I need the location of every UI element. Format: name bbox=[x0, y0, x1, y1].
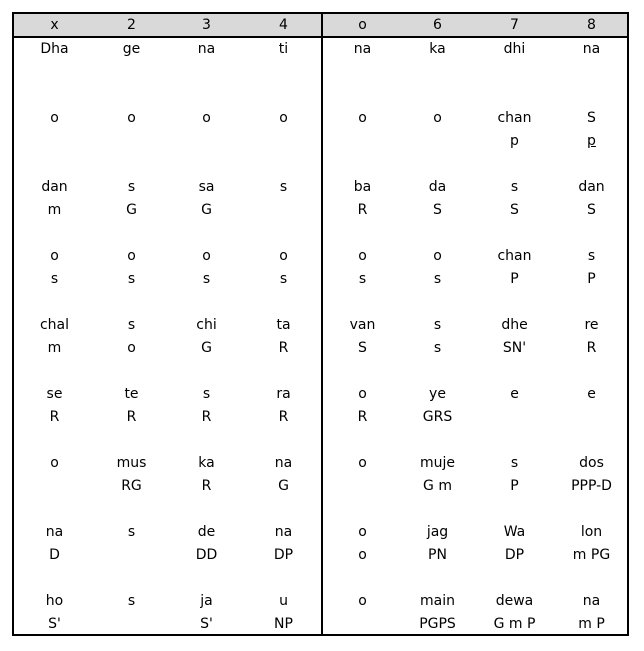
table-cell: NP bbox=[274, 616, 293, 632]
table-cell: se bbox=[46, 386, 63, 402]
table-cell: R bbox=[278, 340, 289, 356]
table-cell: o bbox=[358, 524, 367, 540]
table-cell: PPP-D bbox=[571, 478, 612, 494]
table-cell: m PG bbox=[572, 547, 611, 563]
table-cell: s bbox=[587, 248, 596, 264]
table-cell: ye bbox=[429, 386, 446, 402]
table-cell: o bbox=[127, 110, 136, 126]
table-cell: ra bbox=[276, 386, 291, 402]
table-cell: S bbox=[433, 202, 442, 218]
table-cell: chal bbox=[39, 317, 70, 333]
table-cell: na bbox=[353, 41, 372, 57]
table-cell: s bbox=[50, 271, 59, 287]
table-cell: s bbox=[510, 179, 519, 195]
table-cell: lon bbox=[580, 524, 603, 540]
table-cell: R bbox=[357, 409, 368, 425]
table-cell: G m P bbox=[493, 616, 536, 632]
table-cell: s bbox=[127, 271, 136, 287]
table-cell: m bbox=[47, 340, 62, 356]
table-cell: ge bbox=[122, 41, 141, 57]
table-cell: D bbox=[49, 547, 60, 563]
table-cell: o bbox=[279, 110, 288, 126]
table-cell: ja bbox=[200, 593, 213, 609]
table-cell: o bbox=[358, 455, 367, 471]
table-cell: P bbox=[587, 271, 596, 287]
header-cell: 2 bbox=[127, 17, 136, 33]
table-cell: S' bbox=[48, 616, 61, 632]
table-cell: ka bbox=[198, 455, 215, 471]
table-cell: R bbox=[126, 409, 137, 425]
table-cell: jag bbox=[426, 524, 449, 540]
table-cell: DP bbox=[273, 547, 294, 563]
table-cell: ti bbox=[278, 41, 289, 57]
table-cell: s bbox=[127, 524, 136, 540]
table-cell: s bbox=[202, 271, 211, 287]
header-cell: o bbox=[358, 17, 367, 33]
table-cell: chan bbox=[497, 248, 532, 264]
table-cell: e bbox=[510, 386, 519, 402]
table-cell: G bbox=[201, 340, 212, 356]
table-cell: m P bbox=[578, 616, 605, 632]
header-cell: 6 bbox=[433, 17, 442, 33]
table-cell: DP bbox=[504, 547, 525, 563]
table-cell: m bbox=[47, 202, 62, 218]
table-cell: na bbox=[582, 41, 601, 57]
table-cell: s bbox=[433, 340, 442, 356]
table-cell: s bbox=[510, 455, 519, 471]
table-cell: G bbox=[201, 202, 212, 218]
table-cell: PN bbox=[428, 547, 447, 563]
table-cell: s bbox=[127, 179, 136, 195]
table-cell: main bbox=[420, 593, 455, 609]
table-cell: S bbox=[358, 340, 367, 356]
table-cell: na bbox=[582, 593, 601, 609]
table-cell: s bbox=[433, 271, 442, 287]
table-cell: P bbox=[510, 478, 519, 494]
table-cell: s bbox=[358, 271, 367, 287]
table-cell: o bbox=[50, 248, 59, 264]
table-cell: na bbox=[274, 455, 293, 471]
table-cell: DD bbox=[195, 547, 218, 563]
table-cell: p bbox=[587, 133, 596, 149]
table-cell: G bbox=[278, 478, 289, 494]
table-cell: R bbox=[586, 340, 597, 356]
table-cell: da bbox=[428, 179, 447, 195]
table-cell: dewa bbox=[495, 593, 534, 609]
table-cell: s bbox=[202, 386, 211, 402]
notation-table bbox=[12, 12, 629, 636]
table-cell: dhi bbox=[503, 41, 526, 57]
table-cell: P bbox=[510, 271, 519, 287]
table-cell: s bbox=[279, 179, 288, 195]
table-cell: ta bbox=[276, 317, 291, 333]
table-cell: dhe bbox=[501, 317, 528, 333]
table-cell: R bbox=[49, 409, 60, 425]
header-cell: 8 bbox=[587, 17, 596, 33]
table-cell: Wa bbox=[503, 524, 526, 540]
table-cell: mus bbox=[116, 455, 147, 471]
table-cell: S bbox=[510, 202, 519, 218]
table-cell: S bbox=[587, 110, 596, 126]
table-cell: GRS bbox=[422, 409, 453, 425]
table-cell: chi bbox=[196, 317, 217, 333]
header-cell: 7 bbox=[510, 17, 519, 33]
table-cell: o bbox=[127, 248, 136, 264]
table-cell: sa bbox=[198, 179, 215, 195]
table-cell: S' bbox=[200, 616, 213, 632]
table-cell: dos bbox=[579, 455, 604, 471]
table-cell: Dha bbox=[40, 41, 69, 57]
table-cell: re bbox=[584, 317, 599, 333]
table-cell: s bbox=[433, 317, 442, 333]
table-cell: ho bbox=[45, 593, 64, 609]
table-cell: u bbox=[279, 593, 288, 609]
table-cell: te bbox=[124, 386, 139, 402]
header-cell: x bbox=[50, 17, 59, 33]
table-cell: s bbox=[127, 317, 136, 333]
header-cell: 4 bbox=[279, 17, 288, 33]
table-cell: o bbox=[202, 248, 211, 264]
table-cell: dan bbox=[41, 179, 68, 195]
table-cell: R bbox=[357, 202, 368, 218]
table-cell: PGPS bbox=[419, 616, 456, 632]
table-cell: muje bbox=[419, 455, 455, 471]
table-cell: RG bbox=[121, 478, 142, 494]
table-cell: o bbox=[358, 386, 367, 402]
table-cell: s bbox=[279, 271, 288, 287]
table-cell: o bbox=[433, 110, 442, 126]
table-cell: R bbox=[201, 478, 212, 494]
table-cell: o bbox=[50, 455, 59, 471]
table-cell: ka bbox=[429, 41, 446, 57]
table-cell: chan bbox=[497, 110, 532, 126]
table-cell: G bbox=[126, 202, 137, 218]
table-cell: o bbox=[358, 547, 367, 563]
table-cell: p bbox=[510, 133, 519, 149]
header-cell: 3 bbox=[202, 17, 211, 33]
table-cell: de bbox=[197, 524, 216, 540]
table-cell: S bbox=[587, 202, 596, 218]
table-cell: o bbox=[433, 248, 442, 264]
table-cell: ba bbox=[353, 179, 372, 195]
table-cell: R bbox=[201, 409, 212, 425]
table-cell: o bbox=[358, 110, 367, 126]
table-cell: e bbox=[587, 386, 596, 402]
table-cell: o bbox=[50, 110, 59, 126]
table-cell: o bbox=[279, 248, 288, 264]
table-cell: G m bbox=[423, 478, 452, 494]
table-cell: na bbox=[274, 524, 293, 540]
table-cell: o bbox=[358, 248, 367, 264]
table-cell: o bbox=[202, 110, 211, 126]
table-cell: o bbox=[127, 340, 136, 356]
table-cell: o bbox=[358, 593, 367, 609]
table-cell: SN' bbox=[502, 340, 527, 356]
table-cell: na bbox=[45, 524, 64, 540]
table-cell: R bbox=[278, 409, 289, 425]
table-cell: dan bbox=[578, 179, 605, 195]
table-cell: van bbox=[349, 317, 376, 333]
table-cell: na bbox=[197, 41, 216, 57]
table-cell: s bbox=[127, 593, 136, 609]
